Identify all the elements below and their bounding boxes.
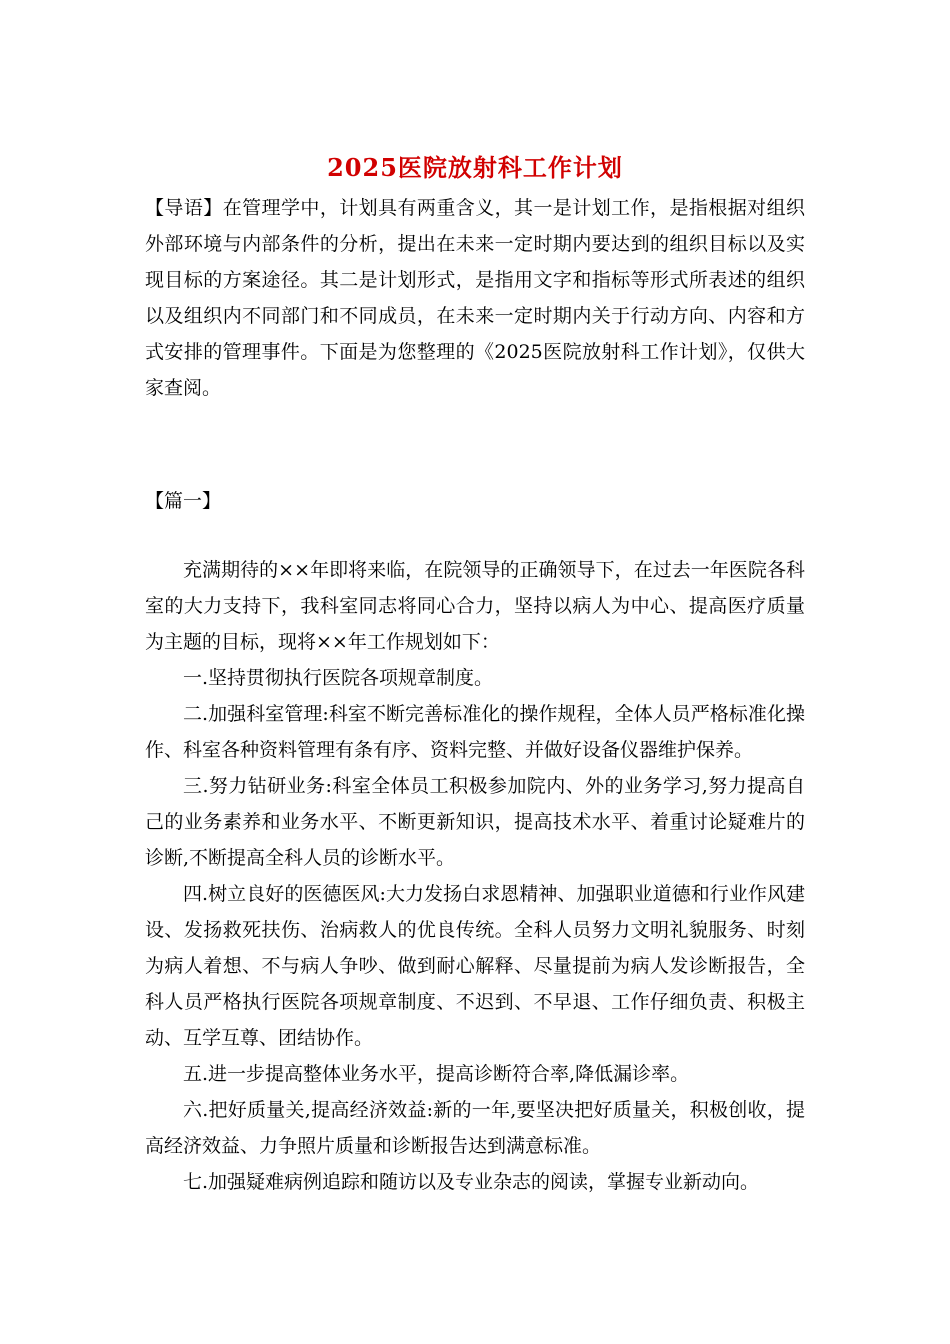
paragraph-item-6: 六.把好质量关,提高经济效益:新的一年,要坚决把好质量关，积极创收，提高经济效益、力争照片质量和诊断报告达到满意标准。 <box>145 1099 805 1157</box>
paragraph-item-4: 四.树立良好的医德医风:大力发扬白求恩精神、加强职业道德和行业作风建设、发扬救死扶伤、治病救人的优良传统。全科人员努力文明礼貌服务、时刻为病人着想、不与病人争吵、做到耐心解释、尽量提前为病人发诊断报告，全科人员严格执行医院各项规章制度、不迟到、不早退、工作仔细负责、积极主动、互学互尊、团结协作。 <box>145 883 805 1049</box>
paragraph-item-1: 一.坚持贯彻执行医院各项规章制度。 <box>183 667 494 689</box>
paragraph-item-7: 七.加强疑难病例追踪和随访以及专业杂志的阅读，掌握专业新动向。 <box>183 1171 760 1193</box>
section-heading: 【篇一】 <box>145 490 222 512</box>
intro-paragraph: 【导语】在管理学中，计划具有两重含义，其一是计划工作，是指根据对组织外部环境与内部条件的分析，提出在未来一定时期内要达到的组织目标以及实现目标的方案途径。其二是计划形式，是指用文字和指标等形式所表述的组织以及组织内不同部门和不同成员，在未来一定时期内关于行动方向、内容和方式安排的管理事件。下面是为您整理的《2025医院放射科工作计划》，仅供大家查阅。 <box>145 197 805 399</box>
paragraph-item-2: 二.加强科室管理:科室不断完善标准化的操作规程，全体人员严格标准化操作、科室各种资料管理有条有序、资料完整、并做好设备仪器维护保养。 <box>145 703 805 761</box>
paragraph-item-3: 三.努力钻研业务:科室全体员工积极参加院内、外的业务学习,努力提高自己的业务素养和业务水平、不断更新知识，提高技术水平、着重讨论疑难片的诊断,不断提高全科人员的诊断水平。 <box>145 775 805 869</box>
paragraph-opening: 充满期待的××年即将来临，在院领导的正确领导下，在过去一年医院各科室的大力支持下，我科室同志将同心合力，坚持以病人为中心、提高医疗质量为主题的目标，现将××年工作规划如下： <box>145 559 805 653</box>
paragraph-item-5: 五.进一步提高整体业务水平，提高诊断符合率,降低漏诊率。 <box>183 1063 690 1085</box>
document-title: 2025医院放射科工作计划 <box>327 153 623 182</box>
body-text <box>145 552 805 1200</box>
